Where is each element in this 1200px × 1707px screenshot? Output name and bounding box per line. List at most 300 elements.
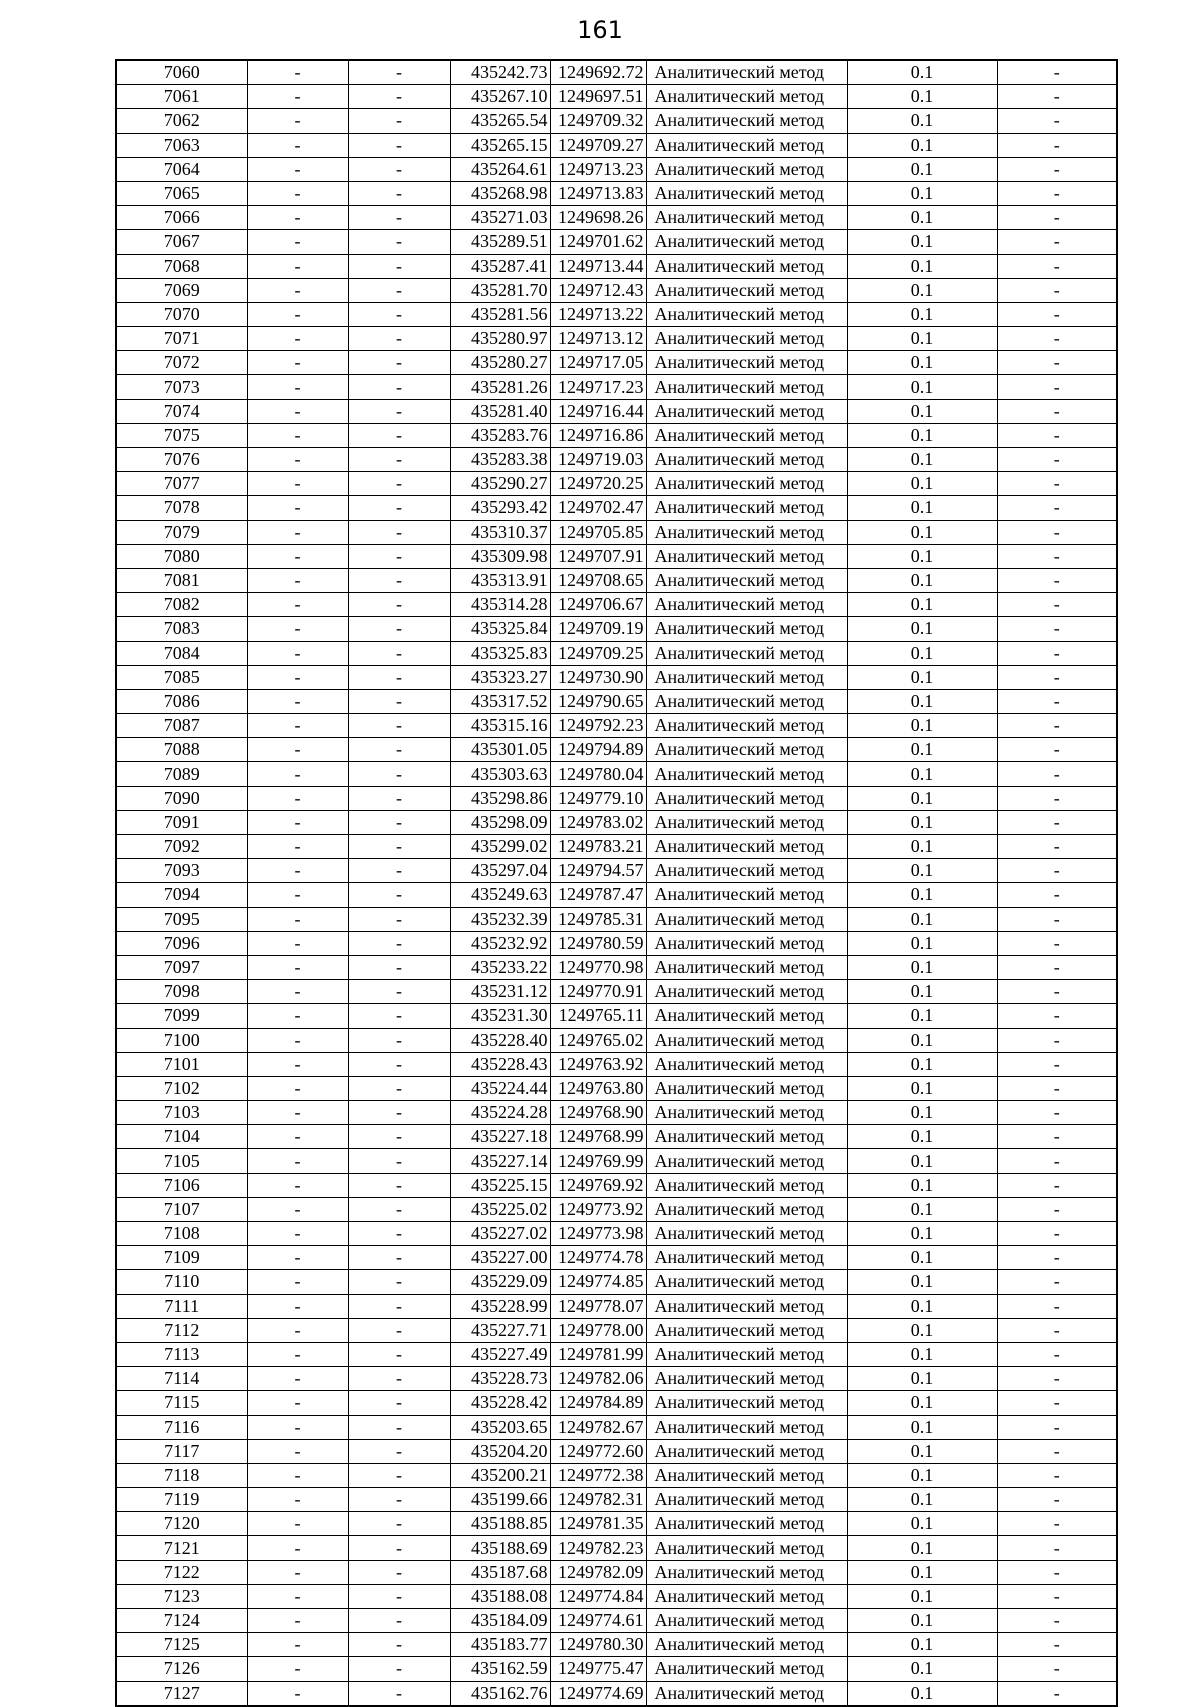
dash-cell: - [348, 1101, 450, 1125]
table-row [116, 327, 1117, 351]
accuracy-cell: 0.1 [847, 641, 997, 665]
accuracy-cell: 0.1 [847, 109, 997, 133]
dash-cell: - [247, 1633, 348, 1657]
point-number-cell: 7115 [116, 1391, 247, 1415]
point-number-cell: 7089 [116, 762, 247, 786]
x-coordinate-cell: 435200.21 [450, 1463, 550, 1487]
point-number-cell: 7118 [116, 1463, 247, 1487]
point-number-cell: 7072 [116, 351, 247, 375]
dash-cell: - [997, 617, 1117, 641]
accuracy-cell: 0.1 [847, 1270, 997, 1294]
dash-cell: - [348, 1076, 450, 1100]
x-coordinate-cell: 435289.51 [450, 230, 550, 254]
method-cell: Аналитический метод [646, 1463, 847, 1487]
y-coordinate-cell: 1249768.90 [550, 1101, 646, 1125]
point-number-cell: 7076 [116, 448, 247, 472]
y-coordinate-cell: 1249705.85 [550, 520, 646, 544]
method-cell: Аналитический метод [646, 810, 847, 834]
dash-cell: - [247, 133, 348, 157]
x-coordinate-cell: 435188.85 [450, 1512, 550, 1536]
dash-cell: - [348, 375, 450, 399]
table-row [116, 1173, 1117, 1197]
dash-cell: - [997, 641, 1117, 665]
point-number-cell: 7114 [116, 1367, 247, 1391]
x-coordinate-cell: 435229.09 [450, 1270, 550, 1294]
y-coordinate-cell: 1249780.30 [550, 1633, 646, 1657]
dash-cell: - [247, 1101, 348, 1125]
dash-cell: - [997, 1633, 1117, 1657]
y-coordinate-cell: 1249780.04 [550, 762, 646, 786]
dash-cell: - [348, 181, 450, 205]
accuracy-cell: 0.1 [847, 206, 997, 230]
x-coordinate-cell: 435281.70 [450, 278, 550, 302]
y-coordinate-cell: 1249717.23 [550, 375, 646, 399]
point-number-cell: 7109 [116, 1246, 247, 1270]
dash-cell: - [348, 1681, 450, 1706]
dash-cell: - [997, 544, 1117, 568]
x-coordinate-cell: 435203.65 [450, 1415, 550, 1439]
point-number-cell: 7098 [116, 980, 247, 1004]
accuracy-cell: 0.1 [847, 60, 997, 85]
y-coordinate-cell: 1249774.84 [550, 1584, 646, 1608]
y-coordinate-cell: 1249783.02 [550, 810, 646, 834]
dash-cell: - [247, 1052, 348, 1076]
dash-cell: - [247, 85, 348, 109]
accuracy-cell: 0.1 [847, 617, 997, 641]
x-coordinate-cell: 435281.56 [450, 302, 550, 326]
table-row [116, 1052, 1117, 1076]
dash-cell: - [348, 520, 450, 544]
table-row [116, 1609, 1117, 1633]
dash-cell: - [997, 109, 1117, 133]
dash-cell: - [997, 1488, 1117, 1512]
x-coordinate-cell: 435183.77 [450, 1633, 550, 1657]
dash-cell: - [997, 955, 1117, 979]
point-number-cell: 7127 [116, 1681, 247, 1706]
y-coordinate-cell: 1249785.31 [550, 907, 646, 931]
table-row [116, 835, 1117, 859]
accuracy-cell: 0.1 [847, 1609, 997, 1633]
method-cell: Аналитический метод [646, 1294, 847, 1318]
x-coordinate-cell: 435162.59 [450, 1657, 550, 1681]
x-coordinate-cell: 435264.61 [450, 157, 550, 181]
dash-cell: - [997, 1294, 1117, 1318]
point-number-cell: 7060 [116, 60, 247, 85]
dash-cell: - [997, 1463, 1117, 1487]
dash-cell: - [348, 593, 450, 617]
y-coordinate-cell: 1249775.47 [550, 1657, 646, 1681]
dash-cell: - [247, 1463, 348, 1487]
x-coordinate-cell: 435301.05 [450, 738, 550, 762]
y-coordinate-cell: 1249719.03 [550, 448, 646, 472]
dash-cell: - [247, 1681, 348, 1706]
table-row [116, 568, 1117, 592]
dash-cell: - [348, 665, 450, 689]
y-coordinate-cell: 1249781.99 [550, 1342, 646, 1366]
dash-cell: - [348, 1391, 450, 1415]
accuracy-cell: 0.1 [847, 1246, 997, 1270]
method-cell: Аналитический метод [646, 423, 847, 447]
dash-cell: - [247, 689, 348, 713]
dash-cell: - [348, 302, 450, 326]
accuracy-cell: 0.1 [847, 955, 997, 979]
x-coordinate-cell: 435162.76 [450, 1681, 550, 1706]
method-cell: Аналитический метод [646, 835, 847, 859]
y-coordinate-cell: 1249698.26 [550, 206, 646, 230]
accuracy-cell: 0.1 [847, 544, 997, 568]
dash-cell: - [997, 1391, 1117, 1415]
x-coordinate-cell: 435314.28 [450, 593, 550, 617]
table-row [116, 1222, 1117, 1246]
y-coordinate-cell: 1249770.98 [550, 955, 646, 979]
table-row [116, 786, 1117, 810]
accuracy-cell: 0.1 [847, 496, 997, 520]
table-row [116, 1633, 1117, 1657]
dash-cell: - [997, 351, 1117, 375]
page-number: 161 [577, 16, 623, 44]
dash-cell: - [997, 568, 1117, 592]
point-number-cell: 7062 [116, 109, 247, 133]
dash-cell: - [997, 859, 1117, 883]
accuracy-cell: 0.1 [847, 786, 997, 810]
accuracy-cell: 0.1 [847, 1463, 997, 1487]
dash-cell: - [247, 883, 348, 907]
point-number-cell: 7071 [116, 327, 247, 351]
dash-cell: - [997, 1584, 1117, 1608]
x-coordinate-cell: 435313.91 [450, 568, 550, 592]
point-number-cell: 7073 [116, 375, 247, 399]
x-coordinate-cell: 435228.99 [450, 1294, 550, 1318]
point-number-cell: 7087 [116, 714, 247, 738]
dash-cell: - [997, 786, 1117, 810]
y-coordinate-cell: 1249782.06 [550, 1367, 646, 1391]
point-number-cell: 7108 [116, 1222, 247, 1246]
dash-cell: - [348, 617, 450, 641]
x-coordinate-cell: 435199.66 [450, 1488, 550, 1512]
dash-cell: - [997, 907, 1117, 931]
table-row [116, 85, 1117, 109]
y-coordinate-cell: 1249778.00 [550, 1318, 646, 1342]
x-coordinate-cell: 435225.02 [450, 1197, 550, 1221]
accuracy-cell: 0.1 [847, 907, 997, 931]
point-number-cell: 7126 [116, 1657, 247, 1681]
point-number-cell: 7107 [116, 1197, 247, 1221]
accuracy-cell: 0.1 [847, 230, 997, 254]
table-row [116, 496, 1117, 520]
y-coordinate-cell: 1249773.98 [550, 1222, 646, 1246]
dash-cell: - [247, 60, 348, 85]
method-cell: Аналитический метод [646, 1439, 847, 1463]
dash-cell: - [348, 1512, 450, 1536]
method-cell: Аналитический метод [646, 859, 847, 883]
y-coordinate-cell: 1249713.83 [550, 181, 646, 205]
method-cell: Аналитический метод [646, 1004, 847, 1028]
x-coordinate-cell: 435283.76 [450, 423, 550, 447]
table-row [116, 883, 1117, 907]
y-coordinate-cell: 1249709.19 [550, 617, 646, 641]
dash-cell: - [247, 810, 348, 834]
dash-cell: - [247, 714, 348, 738]
table-row [116, 980, 1117, 1004]
method-cell: Аналитический метод [646, 714, 847, 738]
dash-cell: - [247, 1270, 348, 1294]
dash-cell: - [247, 181, 348, 205]
x-coordinate-cell: 435228.42 [450, 1391, 550, 1415]
dash-cell: - [997, 1004, 1117, 1028]
y-coordinate-cell: 1249709.32 [550, 109, 646, 133]
dash-cell: - [348, 1246, 450, 1270]
accuracy-cell: 0.1 [847, 327, 997, 351]
dash-cell: - [247, 520, 348, 544]
dash-cell: - [247, 617, 348, 641]
x-coordinate-cell: 435298.09 [450, 810, 550, 834]
y-coordinate-cell: 1249717.05 [550, 351, 646, 375]
y-coordinate-cell: 1249783.21 [550, 835, 646, 859]
table-row [116, 1439, 1117, 1463]
method-cell: Аналитический метод [646, 1125, 847, 1149]
point-number-cell: 7063 [116, 133, 247, 157]
x-coordinate-cell: 435233.22 [450, 955, 550, 979]
method-cell: Аналитический метод [646, 1222, 847, 1246]
y-coordinate-cell: 1249780.59 [550, 931, 646, 955]
dash-cell: - [348, 1173, 450, 1197]
y-coordinate-cell: 1249794.89 [550, 738, 646, 762]
y-coordinate-cell: 1249768.99 [550, 1125, 646, 1149]
dash-cell: - [348, 1415, 450, 1439]
dash-cell: - [348, 1270, 450, 1294]
dash-cell: - [348, 496, 450, 520]
accuracy-cell: 0.1 [847, 1488, 997, 1512]
point-number-cell: 7065 [116, 181, 247, 205]
table-row [116, 665, 1117, 689]
table-row [116, 1415, 1117, 1439]
method-cell: Аналитический метод [646, 254, 847, 278]
accuracy-cell: 0.1 [847, 931, 997, 955]
y-coordinate-cell: 1249782.31 [550, 1488, 646, 1512]
method-cell: Аналитический метод [646, 1512, 847, 1536]
dash-cell: - [997, 496, 1117, 520]
accuracy-cell: 0.1 [847, 1536, 997, 1560]
accuracy-cell: 0.1 [847, 1197, 997, 1221]
dash-cell: - [247, 423, 348, 447]
x-coordinate-cell: 435188.69 [450, 1536, 550, 1560]
y-coordinate-cell: 1249706.67 [550, 593, 646, 617]
dash-cell: - [997, 1439, 1117, 1463]
dash-cell: - [348, 472, 450, 496]
point-number-cell: 7122 [116, 1560, 247, 1584]
y-coordinate-cell: 1249716.86 [550, 423, 646, 447]
x-coordinate-cell: 435242.73 [450, 60, 550, 85]
dash-cell: - [247, 1028, 348, 1052]
table-row [116, 181, 1117, 205]
dash-cell: - [348, 157, 450, 181]
dash-cell: - [247, 472, 348, 496]
table-row [116, 1536, 1117, 1560]
table-row [116, 254, 1117, 278]
dash-cell: - [348, 60, 450, 85]
y-coordinate-cell: 1249790.65 [550, 689, 646, 713]
accuracy-cell: 0.1 [847, 1367, 997, 1391]
point-number-cell: 7095 [116, 907, 247, 931]
dash-cell: - [348, 1560, 450, 1584]
x-coordinate-cell: 435280.27 [450, 351, 550, 375]
table-row [116, 60, 1117, 85]
dash-cell: - [247, 859, 348, 883]
accuracy-cell: 0.1 [847, 1076, 997, 1100]
method-cell: Аналитический метод [646, 302, 847, 326]
table-row [116, 1101, 1117, 1125]
point-number-cell: 7090 [116, 786, 247, 810]
dash-cell: - [997, 762, 1117, 786]
method-cell: Аналитический метод [646, 1101, 847, 1125]
dash-cell: - [348, 1342, 450, 1366]
table-row [116, 1076, 1117, 1100]
accuracy-cell: 0.1 [847, 1391, 997, 1415]
dash-cell: - [997, 1076, 1117, 1100]
x-coordinate-cell: 435271.03 [450, 206, 550, 230]
table-row [116, 1584, 1117, 1608]
x-coordinate-cell: 435297.04 [450, 859, 550, 883]
method-cell: Аналитический метод [646, 1342, 847, 1366]
dash-cell: - [247, 448, 348, 472]
y-coordinate-cell: 1249782.09 [550, 1560, 646, 1584]
dash-cell: - [348, 786, 450, 810]
accuracy-cell: 0.1 [847, 1415, 997, 1439]
y-coordinate-cell: 1249697.51 [550, 85, 646, 109]
table-row [116, 1197, 1117, 1221]
method-cell: Аналитический метод [646, 738, 847, 762]
dash-cell: - [997, 1560, 1117, 1584]
dash-cell: - [348, 1318, 450, 1342]
x-coordinate-cell: 435231.12 [450, 980, 550, 1004]
dash-cell: - [997, 1246, 1117, 1270]
dash-cell: - [997, 85, 1117, 109]
method-cell: Аналитический метод [646, 351, 847, 375]
y-coordinate-cell: 1249763.92 [550, 1052, 646, 1076]
table-row [116, 1294, 1117, 1318]
dash-cell: - [997, 1149, 1117, 1173]
x-coordinate-cell: 435298.86 [450, 786, 550, 810]
dash-cell: - [247, 351, 348, 375]
dash-cell: - [348, 133, 450, 157]
dash-cell: - [348, 1488, 450, 1512]
dash-cell: - [348, 738, 450, 762]
method-cell: Аналитический метод [646, 60, 847, 85]
dash-cell: - [348, 1536, 450, 1560]
dash-cell: - [997, 1318, 1117, 1342]
method-cell: Аналитический метод [646, 1536, 847, 1560]
dash-cell: - [247, 762, 348, 786]
dash-cell: - [997, 593, 1117, 617]
accuracy-cell: 0.1 [847, 1294, 997, 1318]
y-coordinate-cell: 1249692.72 [550, 60, 646, 85]
point-number-cell: 7077 [116, 472, 247, 496]
x-coordinate-cell: 435317.52 [450, 689, 550, 713]
x-coordinate-cell: 435228.40 [450, 1028, 550, 1052]
dash-cell: - [247, 254, 348, 278]
dash-cell: - [997, 1536, 1117, 1560]
dash-cell: - [997, 399, 1117, 423]
dash-cell: - [348, 448, 450, 472]
dash-cell: - [247, 786, 348, 810]
method-cell: Аналитический метод [646, 1270, 847, 1294]
dash-cell: - [348, 955, 450, 979]
dash-cell: - [997, 665, 1117, 689]
dash-cell: - [348, 1439, 450, 1463]
dash-cell: - [348, 689, 450, 713]
point-number-cell: 7061 [116, 85, 247, 109]
y-coordinate-cell: 1249713.44 [550, 254, 646, 278]
point-number-cell: 7086 [116, 689, 247, 713]
x-coordinate-cell: 435299.02 [450, 835, 550, 859]
point-number-cell: 7099 [116, 1004, 247, 1028]
point-number-cell: 7066 [116, 206, 247, 230]
y-coordinate-cell: 1249774.69 [550, 1681, 646, 1706]
dash-cell: - [348, 859, 450, 883]
y-coordinate-cell: 1249794.57 [550, 859, 646, 883]
dash-cell: - [348, 351, 450, 375]
dash-cell: - [247, 1076, 348, 1100]
dash-cell: - [247, 1488, 348, 1512]
dash-cell: - [348, 1584, 450, 1608]
method-cell: Аналитический метод [646, 1657, 847, 1681]
dash-cell: - [348, 1367, 450, 1391]
dash-cell: - [997, 810, 1117, 834]
dash-cell: - [997, 1415, 1117, 1439]
method-cell: Аналитический метод [646, 544, 847, 568]
x-coordinate-cell: 435290.27 [450, 472, 550, 496]
dash-cell: - [247, 593, 348, 617]
table-row [116, 617, 1117, 641]
accuracy-cell: 0.1 [847, 1173, 997, 1197]
method-cell: Аналитический метод [646, 762, 847, 786]
accuracy-cell: 0.1 [847, 593, 997, 617]
accuracy-cell: 0.1 [847, 351, 997, 375]
table-row [116, 955, 1117, 979]
table-row [116, 1560, 1117, 1584]
y-coordinate-cell: 1249772.60 [550, 1439, 646, 1463]
x-coordinate-cell: 435184.09 [450, 1609, 550, 1633]
accuracy-cell: 0.1 [847, 133, 997, 157]
method-cell: Аналитический метод [646, 496, 847, 520]
coordinates-table [115, 59, 1118, 1707]
dash-cell: - [348, 1052, 450, 1076]
dash-cell: - [997, 1681, 1117, 1706]
point-number-cell: 7096 [116, 931, 247, 955]
method-cell: Аналитический метод [646, 617, 847, 641]
x-coordinate-cell: 435204.20 [450, 1439, 550, 1463]
dash-cell: - [247, 1657, 348, 1681]
table-row [116, 1488, 1117, 1512]
table-row [116, 1318, 1117, 1342]
point-number-cell: 7069 [116, 278, 247, 302]
point-number-cell: 7105 [116, 1149, 247, 1173]
x-coordinate-cell: 435323.27 [450, 665, 550, 689]
y-coordinate-cell: 1249713.23 [550, 157, 646, 181]
point-number-cell: 7064 [116, 157, 247, 181]
point-number-cell: 7088 [116, 738, 247, 762]
method-cell: Аналитический метод [646, 1173, 847, 1197]
table-row [116, 1681, 1117, 1706]
dash-cell: - [247, 1584, 348, 1608]
dash-cell: - [997, 714, 1117, 738]
method-cell: Аналитический метод [646, 1681, 847, 1706]
dash-cell: - [348, 835, 450, 859]
y-coordinate-cell: 1249781.35 [550, 1512, 646, 1536]
dash-cell: - [997, 302, 1117, 326]
point-number-cell: 7079 [116, 520, 247, 544]
dash-cell: - [348, 230, 450, 254]
